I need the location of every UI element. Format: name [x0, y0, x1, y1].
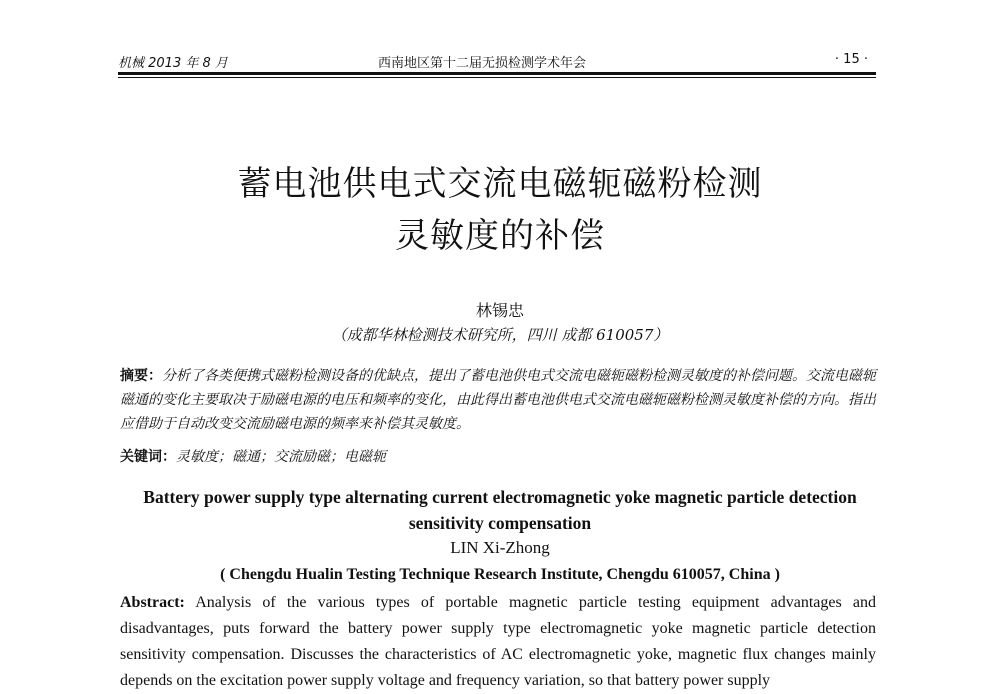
header-rule-thin [118, 77, 876, 78]
author-en: LIN Xi-Zhong [450, 538, 550, 557]
page-number: · 15 · [834, 52, 868, 67]
abstract-cn [120, 364, 876, 436]
keywords-cn [120, 446, 876, 468]
header-rule [118, 72, 876, 75]
running-header [118, 48, 876, 70]
abstract-cn-text: 分析了各类便携式磁粉检测设备的优缺点，提出了蓄电池供电式交流电磁轭磁粉检测灵敏度的补偿问题。交流电磁轭磁通的变化主要取决于励磁电源的电压和频率的变化，由此得出蓄电池供电式交流电磁轭磁粉检测灵敏度补偿的方向。指出应借助于自动改变交流励磁电源的频率来补偿其灵敏度。 [120, 368, 876, 432]
title-cn-line2: 灵敏度的补偿 [395, 216, 605, 256]
author-cn: 林锡忠 [475, 301, 524, 320]
conference-name: 西南地区第十二届无损检测学术年会 [378, 56, 587, 71]
abstract-en-text: Analysis of the various types of portable magnetic particle testing equipment advantages and disadvantages, puts forward the battery power supply type electromagnetic yoke magnetic particle detection sensitivity compensation. Discusses the characteristics of AC electromagnetic yoke, magnetic flux changes mainly depends on the excitation power supply voltage and frequency variation, so that battery power supply [120, 594, 876, 689]
abstract-en [120, 590, 876, 694]
abstract-en-label: Abstract: [120, 594, 185, 611]
affiliation-en: ( Chengdu Hualin Testing Technique Research Institute, Chengdu 610057, China ) [220, 566, 780, 583]
title-cn-line1: 蓄电池供电式交流电磁轭磁粉检测 [237, 164, 763, 204]
keywords-cn-label: 关键词： [120, 449, 176, 465]
title-en: Battery power supply type alternating current electromagnetic yoke magnetic particle detection sensitivity compensation [143, 487, 857, 533]
abstract-cn-label: 摘要： [120, 368, 162, 384]
affiliation-cn: （成都华林检测技术研究所，四川 成都 610057） [331, 326, 669, 344]
keywords-cn-text: 灵敏度；磁通；交流励磁；电磁轭 [176, 449, 386, 465]
journal-name: 机械 2013 年 8 月 [118, 56, 228, 71]
